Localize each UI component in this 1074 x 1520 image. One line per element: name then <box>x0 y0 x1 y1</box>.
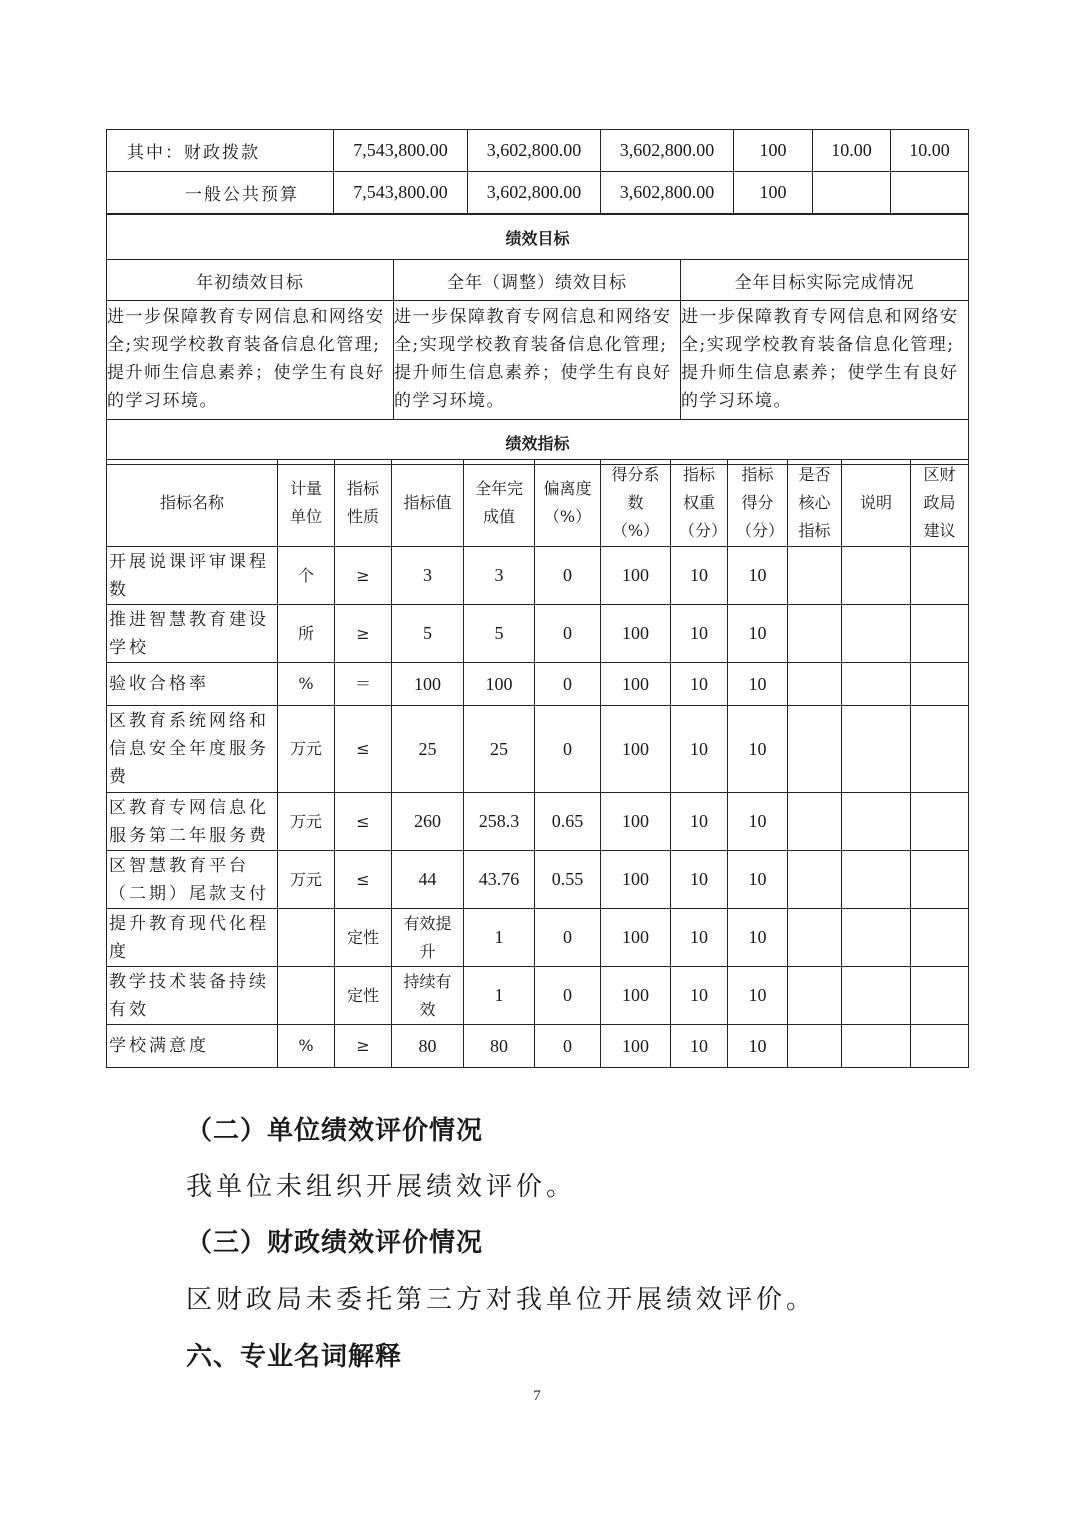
indicator-nature-cell: ≥ <box>335 547 392 605</box>
indicator-weight-cell: 10 <box>671 909 728 967</box>
indicator-core-cell <box>788 547 842 605</box>
indicator-unit-cell: 个 <box>278 547 335 605</box>
indicator-deviation-cell: 0 <box>535 706 601 793</box>
indicator-actual-cell: 5 <box>464 605 535 663</box>
indicator-target-cell: 5 <box>392 605 464 663</box>
indicator-unit-cell <box>278 909 335 967</box>
indicator-name-cell: 学校满意度 <box>107 1025 278 1068</box>
indicator-name-cell: 验收合格率 <box>107 663 278 706</box>
indicator-row <box>107 1025 969 1068</box>
funds-table <box>106 129 969 214</box>
indicator-coef-cell: 100 <box>601 547 671 605</box>
goals-section-title: 绩效目标 <box>107 215 969 260</box>
indicator-target-cell: 100 <box>392 663 464 706</box>
indicator-deviation-cell: 0.65 <box>535 793 601 851</box>
indicator-note-cell <box>842 663 911 706</box>
indicator-core-cell <box>788 909 842 967</box>
indicator-target-cell: 44 <box>392 851 464 909</box>
indicator-actual-cell: 1 <box>464 909 535 967</box>
indicator-weight-cell: 10 <box>671 1025 728 1068</box>
indicator-note-cell <box>842 909 911 967</box>
indicator-deviation-cell: 0.55 <box>535 851 601 909</box>
indicator-row <box>107 909 969 967</box>
goal-header-initial: 年初绩效目标 <box>107 260 394 301</box>
indicator-coef-cell: 100 <box>601 663 671 706</box>
indicator-score-cell: 10 <box>728 605 788 663</box>
indicator-name-cell: 区教育专网信息化服务第二年服务费 <box>107 793 278 851</box>
indicator-unit-cell: 万元 <box>278 793 335 851</box>
indicator-actual-cell: 3 <box>464 547 535 605</box>
funds-row <box>107 172 969 214</box>
funds-cell: 7,543,800.00 <box>334 130 468 172</box>
indicator-header-cell: 偏离度（%） <box>535 460 601 547</box>
indicator-nature-cell: ≥ <box>335 1025 392 1068</box>
indicator-weight-cell: 10 <box>671 547 728 605</box>
funds-cell <box>891 172 969 214</box>
funds-row <box>107 130 969 172</box>
indicator-header-cell: 指标得分（分） <box>728 460 788 547</box>
indicator-deviation-cell: 0 <box>535 1025 601 1068</box>
indicator-weight-cell: 10 <box>671 851 728 909</box>
indicators-section-title: 绩效指标 <box>107 420 969 465</box>
indicator-name-cell: 区智慧教育平台（二期）尾款支付 <box>107 851 278 909</box>
indicator-score-cell: 10 <box>728 967 788 1025</box>
indicator-advice-cell <box>911 706 969 793</box>
indicator-name-cell: 区教育系统网络和信息安全年度服务费 <box>107 706 278 793</box>
indicator-target-cell: 25 <box>392 706 464 793</box>
indicator-score-cell: 10 <box>728 547 788 605</box>
unit-eval-heading: （二）单位绩效评价情况 <box>186 1116 484 1146</box>
indicator-advice-cell <box>911 1025 969 1068</box>
indicator-coef-cell: 100 <box>601 851 671 909</box>
indicator-header-cell: 指标名称 <box>107 460 278 547</box>
indicator-name-cell: 开展说课评审课程数 <box>107 547 278 605</box>
funds-cell: 100 <box>734 130 813 172</box>
indicator-note-cell <box>842 1025 911 1068</box>
indicator-note-cell <box>842 793 911 851</box>
indicator-header-cell: 说明 <box>842 460 911 547</box>
goal-header-adjusted: 全年（调整）绩效目标 <box>394 260 681 301</box>
unit-eval-text: 我单位未组织开展绩效评价。 <box>186 1172 577 1202</box>
indicator-weight-cell: 10 <box>671 793 728 851</box>
indicator-actual-cell: 258.3 <box>464 793 535 851</box>
indicator-row <box>107 663 969 706</box>
indicator-nature-cell: ≤ <box>335 793 392 851</box>
indicator-header-cell: 全年完成值 <box>464 460 535 547</box>
funds-row-label: 其中：财政拨款 <box>107 130 334 172</box>
indicator-header-cell: 计量单位 <box>278 460 335 547</box>
indicator-row <box>107 793 969 851</box>
indicator-unit-cell: % <box>278 1025 335 1068</box>
funds-cell: 10.00 <box>891 130 969 172</box>
funds-cell: 3,602,800.00 <box>468 172 601 214</box>
finance-eval-heading: （三）财政绩效评价情况 <box>186 1228 484 1258</box>
indicator-core-cell <box>788 793 842 851</box>
goal-text-initial: 进一步保障教育专网信息和网络安全;实现学校教育装备信息化管理;提升师生信息素养；使学生有良好的学习环境。 <box>107 301 394 420</box>
indicators-header-row <box>107 460 969 547</box>
indicator-advice-cell <box>911 909 969 967</box>
indicator-unit-cell: 万元 <box>278 706 335 793</box>
indicator-actual-cell: 43.76 <box>464 851 535 909</box>
funds-cell <box>813 172 891 214</box>
indicator-header-cell: 得分系数（%） <box>601 460 671 547</box>
indicator-name-cell: 提升教育现代化程度 <box>107 909 278 967</box>
indicator-unit-cell: 万元 <box>278 851 335 909</box>
indicator-coef-cell: 100 <box>601 1025 671 1068</box>
indicator-header-cell: 区财政局建议 <box>911 460 969 547</box>
indicator-deviation-cell: 0 <box>535 909 601 967</box>
indicator-target-cell: 80 <box>392 1025 464 1068</box>
indicator-core-cell <box>788 663 842 706</box>
performance-goals-table <box>106 214 969 465</box>
indicator-coef-cell: 100 <box>601 706 671 793</box>
indicator-score-cell: 10 <box>728 793 788 851</box>
page-number: 7 <box>533 1388 541 1404</box>
indicator-name-cell: 推进智慧教育建设学校 <box>107 605 278 663</box>
indicator-score-cell: 10 <box>728 1025 788 1068</box>
indicator-note-cell <box>842 967 911 1025</box>
indicator-header-cell: 是否核心指标 <box>788 460 842 547</box>
indicator-coef-cell: 100 <box>601 605 671 663</box>
indicator-weight-cell: 10 <box>671 967 728 1025</box>
funds-cell: 10.00 <box>813 130 891 172</box>
indicator-note-cell <box>842 605 911 663</box>
indicator-header-cell: 指标值 <box>392 460 464 547</box>
indicator-row <box>107 967 969 1025</box>
indicator-actual-cell: 25 <box>464 706 535 793</box>
goal-header-actual: 全年目标实际完成情况 <box>681 260 969 301</box>
indicator-advice-cell <box>911 605 969 663</box>
indicator-nature-cell: ≤ <box>335 851 392 909</box>
funds-cell: 3,602,800.00 <box>468 130 601 172</box>
indicator-actual-cell: 1 <box>464 967 535 1025</box>
indicator-unit-cell: 所 <box>278 605 335 663</box>
indicator-header-cell: 指标性质 <box>335 460 392 547</box>
indicator-deviation-cell: 0 <box>535 663 601 706</box>
indicator-coef-cell: 100 <box>601 967 671 1025</box>
indicator-actual-cell: 100 <box>464 663 535 706</box>
indicator-advice-cell <box>911 547 969 605</box>
indicator-weight-cell: 10 <box>671 605 728 663</box>
indicator-note-cell <box>842 851 911 909</box>
funds-cell: 100 <box>734 172 813 214</box>
indicator-actual-cell: 80 <box>464 1025 535 1068</box>
indicator-weight-cell: 10 <box>671 706 728 793</box>
indicator-advice-cell <box>911 663 969 706</box>
funds-row-label: 一般公共预算 <box>107 172 334 214</box>
indicator-score-cell: 10 <box>728 909 788 967</box>
indicator-target-cell: 有效提升 <box>392 909 464 967</box>
funds-cell: 3,602,800.00 <box>601 130 734 172</box>
indicator-target-cell: 3 <box>392 547 464 605</box>
indicator-nature-cell: ＝ <box>335 663 392 706</box>
indicator-row <box>107 706 969 793</box>
goal-text-actual: 进一步保障教育专网信息和网络安全;实现学校教育装备信息化管理;提升师生信息素养；使学生有良好的学习环境。 <box>681 301 969 420</box>
funds-cell: 7,543,800.00 <box>334 172 468 214</box>
indicator-coef-cell: 100 <box>601 793 671 851</box>
indicator-row <box>107 851 969 909</box>
indicator-note-cell <box>842 547 911 605</box>
indicator-unit-cell <box>278 967 335 1025</box>
indicator-advice-cell <box>911 851 969 909</box>
funds-cell: 3,602,800.00 <box>601 172 734 214</box>
indicator-advice-cell <box>911 793 969 851</box>
indicator-weight-cell: 10 <box>671 663 728 706</box>
indicator-note-cell <box>842 706 911 793</box>
finance-eval-text: 区财政局未委托第三方对我单位开展绩效评价。 <box>186 1285 817 1315</box>
indicator-core-cell <box>788 851 842 909</box>
indicator-nature-cell: 定性 <box>335 967 392 1025</box>
indicator-advice-cell <box>911 967 969 1025</box>
indicator-coef-cell: 100 <box>601 909 671 967</box>
indicator-core-cell <box>788 967 842 1025</box>
indicator-core-cell <box>788 1025 842 1068</box>
indicator-core-cell <box>788 706 842 793</box>
indicator-target-cell: 持续有效 <box>392 967 464 1025</box>
goal-text-adjusted: 进一步保障教育专网信息和网络安全;实现学校教育装备信息化管理;提升师生信息素养；使学生有良好的学习环境。 <box>394 301 681 420</box>
indicator-nature-cell: ≤ <box>335 706 392 793</box>
indicator-score-cell: 10 <box>728 851 788 909</box>
indicator-deviation-cell: 0 <box>535 967 601 1025</box>
indicator-deviation-cell: 0 <box>535 605 601 663</box>
indicator-target-cell: 260 <box>392 793 464 851</box>
performance-indicators-table <box>106 459 969 1068</box>
indicator-row <box>107 547 969 605</box>
indicator-score-cell: 10 <box>728 706 788 793</box>
indicator-row <box>107 605 969 663</box>
indicator-core-cell <box>788 605 842 663</box>
indicator-deviation-cell: 0 <box>535 547 601 605</box>
glossary-heading: 六、专业名词解释 <box>186 1342 403 1372</box>
indicator-nature-cell: 定性 <box>335 909 392 967</box>
indicator-name-cell: 教学技术装备持续有效 <box>107 967 278 1025</box>
indicator-nature-cell: ≥ <box>335 605 392 663</box>
indicator-header-cell: 指标权重（分） <box>671 460 728 547</box>
indicator-unit-cell: % <box>278 663 335 706</box>
indicator-score-cell: 10 <box>728 663 788 706</box>
